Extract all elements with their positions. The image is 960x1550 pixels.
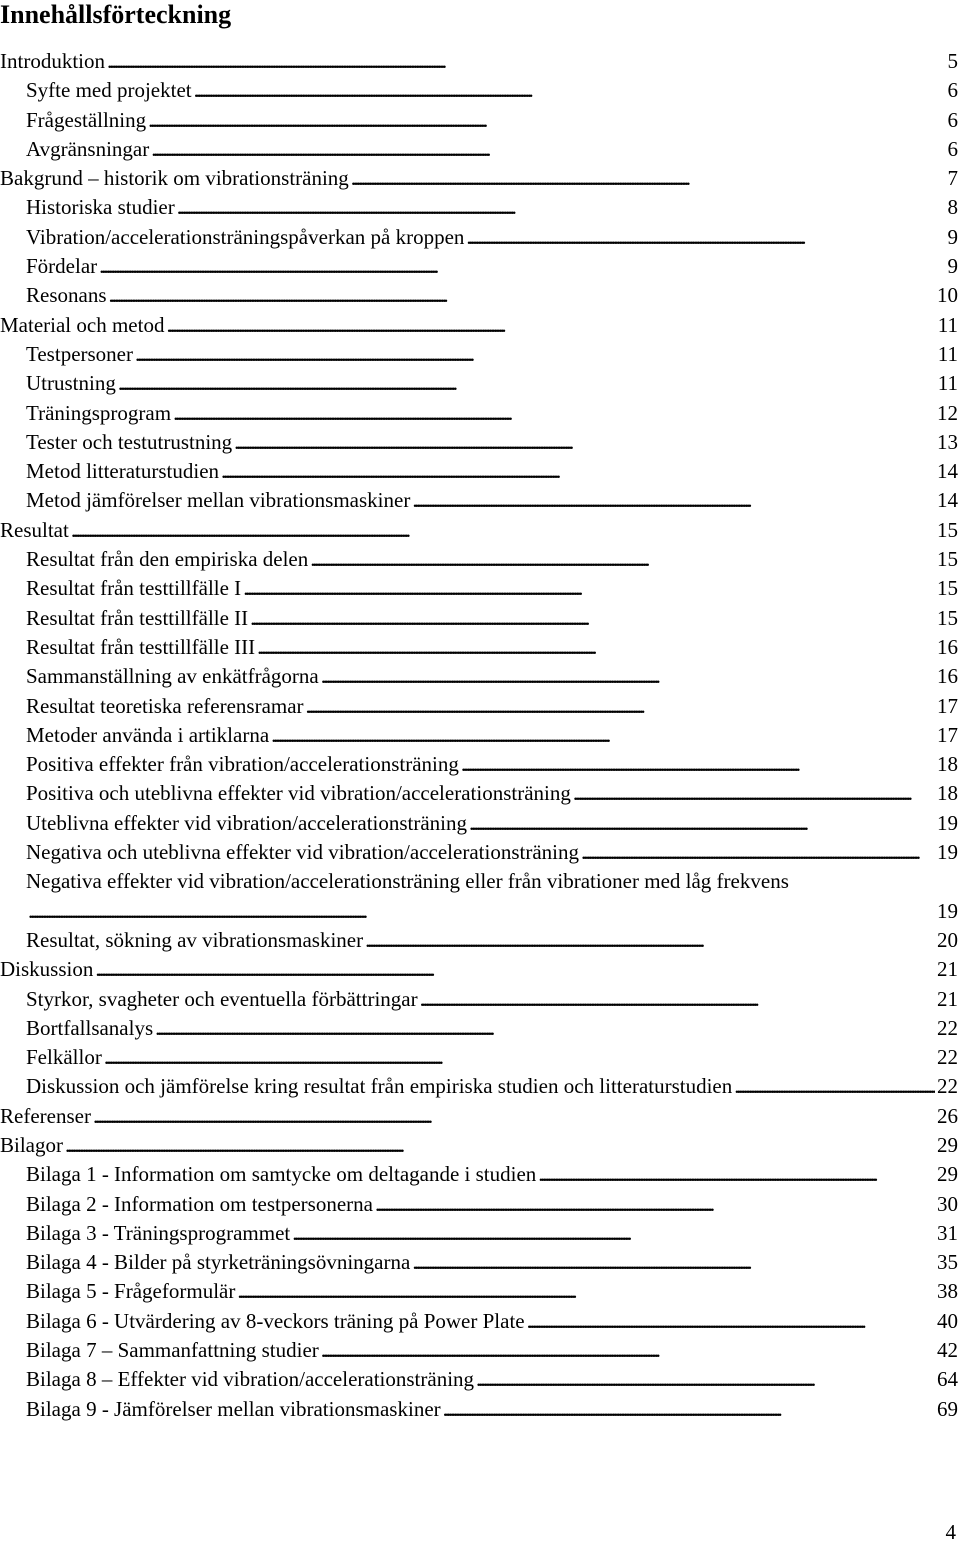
toc-entry-title: Bilaga 5 - Frågeformulär	[26, 1279, 236, 1304]
toc-entry-page: 29	[937, 1132, 958, 1157]
toc-entry[interactable]	[0, 1190, 960, 1219]
toc-entry-title: Introduktion	[0, 49, 105, 73]
toc-entry-page: 14	[937, 488, 958, 513]
toc-entry-page: 13	[937, 429, 958, 454]
toc-entry-page: 22	[937, 1074, 958, 1099]
dot-leader	[375, 1190, 935, 1219]
toc-entry[interactable]	[0, 428, 960, 457]
toc-entry[interactable]	[0, 516, 960, 545]
toc-entry[interactable]	[0, 779, 960, 808]
dot-leader	[412, 1248, 935, 1277]
toc-entry-page: 5	[947, 49, 958, 73]
dot-leader	[234, 428, 935, 457]
toc-entry-page: 15	[937, 517, 958, 542]
toc-entry-page: 18	[937, 781, 958, 806]
toc-entry-title: Resultat från testtillfälle I	[26, 576, 242, 601]
toc-entry-page: 9	[947, 254, 958, 279]
toc-entry-page: 17	[937, 693, 958, 718]
toc-entry-page: 17	[937, 722, 958, 747]
toc-entry[interactable]	[0, 1248, 960, 1277]
toc-entry-page: 16	[937, 634, 958, 659]
toc-entry[interactable]	[0, 867, 960, 926]
toc-entry-title: Metod litteraturstudien	[26, 459, 220, 484]
toc-entry[interactable]	[0, 1395, 960, 1424]
dot-leader	[476, 1365, 935, 1394]
dot-leader	[351, 164, 946, 193]
toc-entry-title: Bilaga 9 - Jämförelser mellan vibrationsmaskiner	[26, 1396, 441, 1421]
toc-entry-title: Resultat	[0, 517, 69, 542]
toc-entry-title: Metoder använda i artiklarna	[26, 722, 270, 747]
page-number: 4	[945, 1520, 956, 1544]
dot-leader	[95, 955, 935, 984]
dot-leader	[237, 1277, 935, 1306]
toc-entry-page: 15	[937, 605, 958, 630]
dot-leader	[135, 340, 936, 369]
toc-entry[interactable]	[0, 340, 960, 369]
toc-entry-page: 11	[937, 312, 958, 337]
toc-entry-title: Resultat från testtillfälle II	[26, 605, 249, 630]
toc-entry[interactable]	[0, 1131, 960, 1160]
dot-leader	[107, 47, 946, 76]
toc-entry-title: Bilaga 1 - Information om samtycke om deltagande i studien	[26, 1162, 537, 1187]
toc-entry[interactable]	[0, 252, 960, 281]
toc-entry[interactable]	[0, 1160, 960, 1189]
toc-entry-title: Vibration/accelerationsträningspåverkan på kroppen	[26, 224, 465, 249]
toc-entry-title: Negativa effekter vid vibration/accelerationsträning eller från vibrationer med låg frekvens	[26, 869, 789, 894]
toc-entry-page: 26	[937, 1103, 958, 1128]
toc-entry[interactable]	[0, 1219, 960, 1248]
toc-entry[interactable]	[0, 281, 960, 310]
toc-entry-title: Fördelar	[26, 254, 98, 279]
toc-entry-page: 22	[937, 1045, 958, 1070]
table-of-contents	[0, 47, 960, 1424]
dot-leader	[734, 1072, 935, 1101]
toc-entry-title: Bilaga 8 – Effekter vid vibration/accelerationsträning	[26, 1367, 475, 1392]
toc-entry-page: 11	[937, 371, 958, 396]
toc-entry-title: Metod jämförelser mellan vibrationsmaskiner	[26, 488, 411, 513]
toc-entry-title: Sammanställning av enkätfrågorna	[26, 664, 319, 689]
dot-leader	[321, 662, 935, 691]
toc-entry[interactable]	[0, 135, 960, 164]
dot-leader	[466, 223, 945, 252]
toc-entry[interactable]	[0, 486, 960, 515]
toc-entry[interactable]	[0, 399, 960, 428]
toc-entry-title: Bakgrund – historik om vibrationsträning	[0, 166, 349, 191]
toc-entry-title: Diskussion	[0, 957, 94, 982]
toc-entry-title: Träningsprogram	[26, 400, 172, 425]
toc-entry-page: 22	[937, 1015, 958, 1040]
dot-leader	[151, 135, 945, 164]
toc-entry[interactable]	[0, 311, 960, 340]
toc-entry-title: Bilaga 2 - Information om testpersonerna	[26, 1191, 373, 1216]
toc-entry-page: 12	[937, 400, 958, 425]
toc-entry[interactable]	[0, 838, 960, 867]
toc-entry[interactable]	[0, 1072, 960, 1101]
dot-leader	[538, 1160, 935, 1189]
toc-entry-page: 35	[937, 1250, 958, 1275]
toc-entry[interactable]	[0, 574, 960, 603]
dot-leader	[148, 106, 945, 135]
toc-entry[interactable]	[0, 1365, 960, 1394]
dot-leader	[177, 193, 946, 222]
dot-leader	[155, 1014, 935, 1043]
toc-entry[interactable]	[0, 633, 960, 662]
dot-leader	[469, 809, 935, 838]
toc-entry-page: 20	[937, 927, 958, 952]
dot-leader	[321, 1336, 935, 1365]
dot-leader	[412, 486, 935, 515]
toc-entry[interactable]	[0, 692, 960, 721]
toc-entry[interactable]	[0, 1277, 960, 1306]
toc-entry[interactable]	[0, 164, 960, 193]
toc-entry-page: 40	[937, 1308, 958, 1333]
toc-entry-title: Frågeställning	[26, 107, 147, 132]
toc-entry[interactable]	[0, 955, 960, 984]
toc-entry-title: Diskussion och jämförelse kring resultat från empiriska studien och litteraturstudien	[26, 1074, 733, 1099]
toc-entry-title: Resultat, sökning av vibrationsmaskiner	[26, 927, 364, 952]
toc-entry-page: 11	[937, 341, 958, 366]
toc-entry[interactable]	[0, 662, 960, 691]
toc-entry-title: Bilaga 4 - Bilder på styrketräningsövningarna	[26, 1250, 411, 1275]
toc-entry-title: Resultat från testtillfälle III	[26, 634, 256, 659]
dot-leader	[306, 692, 935, 721]
dot-leader	[109, 281, 936, 310]
toc-entry-title: Utrustning	[26, 371, 116, 396]
toc-entry-title: Syfte med projektet	[26, 78, 192, 103]
toc-entry[interactable]	[0, 193, 960, 222]
toc-entry[interactable]	[0, 604, 960, 633]
dot-leader	[28, 897, 935, 926]
toc-entry[interactable]	[0, 545, 960, 574]
toc-entry-title: Positiva och uteblivna effekter vid vibration/accelerationsträning	[26, 781, 571, 806]
toc-entry-title: Bortfallsanalys	[26, 1015, 154, 1040]
dot-leader	[581, 838, 935, 867]
toc-entry-title: Bilaga 7 – Sammanfattning studier	[26, 1338, 319, 1363]
toc-entry-page: 18	[937, 752, 958, 777]
toc-entry[interactable]	[0, 369, 960, 398]
toc-entry-page: 7	[947, 166, 958, 191]
page-title: Innehållsförteckning	[0, 0, 232, 29]
dot-leader	[71, 516, 935, 545]
dot-leader	[443, 1395, 935, 1424]
dot-leader	[99, 252, 945, 281]
toc-entry[interactable]	[0, 721, 960, 750]
toc-entry-title: Avgränsningar	[26, 136, 150, 161]
toc-entry-page: 31	[937, 1220, 958, 1245]
toc-entry-title: Resonans	[26, 283, 107, 308]
dot-leader	[166, 311, 935, 340]
toc-entry-page: 6	[947, 78, 958, 103]
dot-leader	[365, 926, 935, 955]
toc-entry[interactable]	[0, 1102, 960, 1131]
toc-entry-title: Resultat teoretiska referensramar	[26, 693, 304, 718]
toc-entry-page: 38	[937, 1279, 958, 1304]
toc-entry-page: 6	[947, 136, 958, 161]
dot-leader	[257, 633, 935, 662]
toc-entry-title: Tester och testutrustning	[26, 429, 233, 454]
toc-entry-page: 21	[937, 957, 958, 982]
dot-leader	[527, 1307, 935, 1336]
toc-entry[interactable]	[0, 1336, 960, 1365]
toc-entry-page: 15	[937, 547, 958, 572]
toc-entry-title: Resultat från den empiriska delen	[26, 547, 309, 572]
toc-entry-page: 16	[937, 664, 958, 689]
dot-leader	[221, 457, 935, 486]
toc-entry-page: 64	[937, 1367, 958, 1392]
dot-leader	[573, 779, 935, 808]
toc-entry[interactable]	[0, 1014, 960, 1043]
toc-entry-title: Styrkor, svagheter och eventuella förbättringar	[26, 986, 418, 1011]
toc-entry[interactable]	[0, 985, 960, 1014]
toc-entry-page: 14	[937, 459, 958, 484]
dot-leader	[93, 1102, 935, 1131]
toc-entry[interactable]	[0, 809, 960, 838]
toc-entry[interactable]	[0, 1307, 960, 1336]
toc-entry-title: Uteblivna effekter vid vibration/accelerationsträning	[26, 810, 468, 835]
toc-entry[interactable]	[0, 750, 960, 779]
toc-entry-title: Historiska studier	[26, 195, 175, 220]
dot-leader	[118, 369, 936, 398]
toc-entry-title: Referenser	[0, 1103, 91, 1128]
toc-entry-page: 8	[947, 195, 958, 220]
dot-leader	[250, 604, 935, 633]
toc-entry-title: Bilaga 3 - Träningsprogrammet	[26, 1220, 291, 1245]
toc-entry-page: 6	[947, 107, 958, 132]
toc-entry-title: Negativa och uteblivna effekter vid vibration/accelerationsträning	[26, 840, 579, 865]
toc-entry-page: 19	[937, 840, 958, 865]
toc-entry-title: Material och metod	[0, 312, 165, 337]
toc-entry-page: 29	[937, 1162, 958, 1187]
toc-entry-page: 42	[937, 1338, 958, 1363]
toc-entry[interactable]	[0, 47, 960, 76]
toc-entry-title: Bilagor	[0, 1132, 63, 1157]
dot-leader	[420, 985, 935, 1014]
toc-entry-title: Felkällor	[26, 1045, 102, 1070]
dot-leader	[292, 1219, 935, 1248]
dot-leader	[65, 1131, 935, 1160]
toc-entry-page: 19	[937, 898, 958, 923]
toc-entry[interactable]	[0, 76, 960, 105]
toc-entry[interactable]	[0, 106, 960, 135]
toc-entry-page: 21	[937, 986, 958, 1011]
toc-entry-page: 30	[937, 1191, 958, 1216]
dot-leader	[271, 721, 935, 750]
toc-entry-title: Testpersoner	[26, 341, 133, 366]
dot-leader	[173, 399, 935, 428]
toc-entry-page: 15	[937, 576, 958, 601]
toc-entry-page: 9	[947, 224, 958, 249]
dot-leader	[194, 76, 946, 105]
dot-leader	[310, 545, 935, 574]
toc-entry-title: Positiva effekter från vibration/accelerationsträning	[26, 752, 459, 777]
dot-leader	[461, 750, 935, 779]
toc-entry[interactable]	[0, 223, 960, 252]
dot-leader	[104, 1043, 935, 1072]
toc-entry-title: Bilaga 6 - Utvärdering av 8-veckors träning på Power Plate	[26, 1308, 525, 1333]
toc-entry[interactable]	[0, 1043, 960, 1072]
dot-leader	[243, 574, 935, 603]
toc-entry-page: 10	[937, 283, 958, 308]
toc-entry[interactable]	[0, 926, 960, 955]
toc-entry-page: 19	[937, 810, 958, 835]
toc-entry-page: 69	[937, 1396, 958, 1421]
toc-entry[interactable]	[0, 457, 960, 486]
